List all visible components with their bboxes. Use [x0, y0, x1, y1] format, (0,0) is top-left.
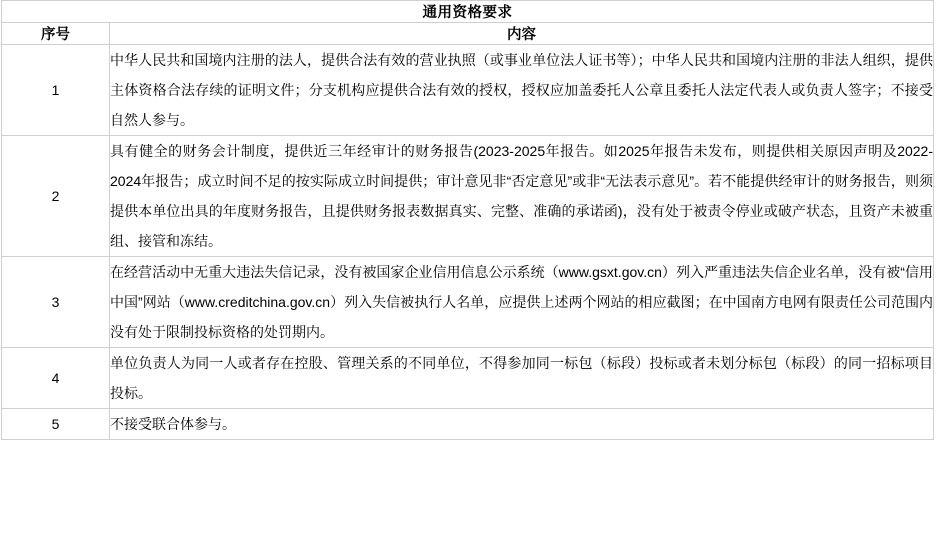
row-index: 4 [2, 348, 110, 409]
row-index: 2 [2, 136, 110, 257]
table-row [2, 348, 934, 409]
table-row [2, 136, 934, 257]
table-row [2, 257, 934, 348]
table-header-row [2, 23, 934, 45]
row-index: 3 [2, 257, 110, 348]
row-index: 5 [2, 409, 110, 440]
column-header-index: 序号 [2, 23, 110, 45]
row-content: 具有健全的财务会计制度，提供近三年经审计的财务报告(2023-2025年报告。如2025年报告未发布，则提供相关原因声明及2022-2024年报告；成立时间不足的按实际成立时间提供；审计意见非“否定意见”或非“无法表示意见”。若不能提供经审计的财务报告，则须提供本单位出具的年度财务报告，且提供财务报表数据真实、完整、准确的承诺函)，没有处于被责令停业或破产状态，且资产未被重组、接管和冻结。 [110, 136, 934, 257]
row-index: 1 [2, 45, 110, 136]
table-title: 通用资格要求 [2, 1, 934, 23]
table-row [2, 45, 934, 136]
general-qualification-table [1, 0, 934, 440]
row-content: 单位负责人为同一人或者存在控股、管理关系的不同单位，不得参加同一标包（标段）投标或者未划分标包（标段）的同一招标项目投标。 [110, 348, 934, 409]
row-content: 在经营活动中无重大违法失信记录，没有被国家企业信用信息公示系统（www.gsxt.gov.cn）列入严重违法失信企业名单，没有被“信用中国”网站（www.creditchina.gov.cn）列入失信被执行人名单，应提供上述两个网站的相应截图；在中国南方电网有限责任公司范围内没有处于限制投标资格的处罚期内。 [110, 257, 934, 348]
column-header-content: 内容 [110, 23, 934, 45]
row-content: 不接受联合体参与。 [110, 409, 934, 440]
table-row [2, 409, 934, 440]
row-content: 中华人民共和国境内注册的法人，提供合法有效的营业执照（或事业单位法人证书等）；中华人民共和国境内注册的非法人组织，提供主体资格合法存续的证明文件；分支机构应提供合法有效的授权，授权应加盖委托人公章且委托人法定代表人或负责人签字；不接受自然人参与。 [110, 45, 934, 136]
table-title-row [2, 1, 934, 23]
